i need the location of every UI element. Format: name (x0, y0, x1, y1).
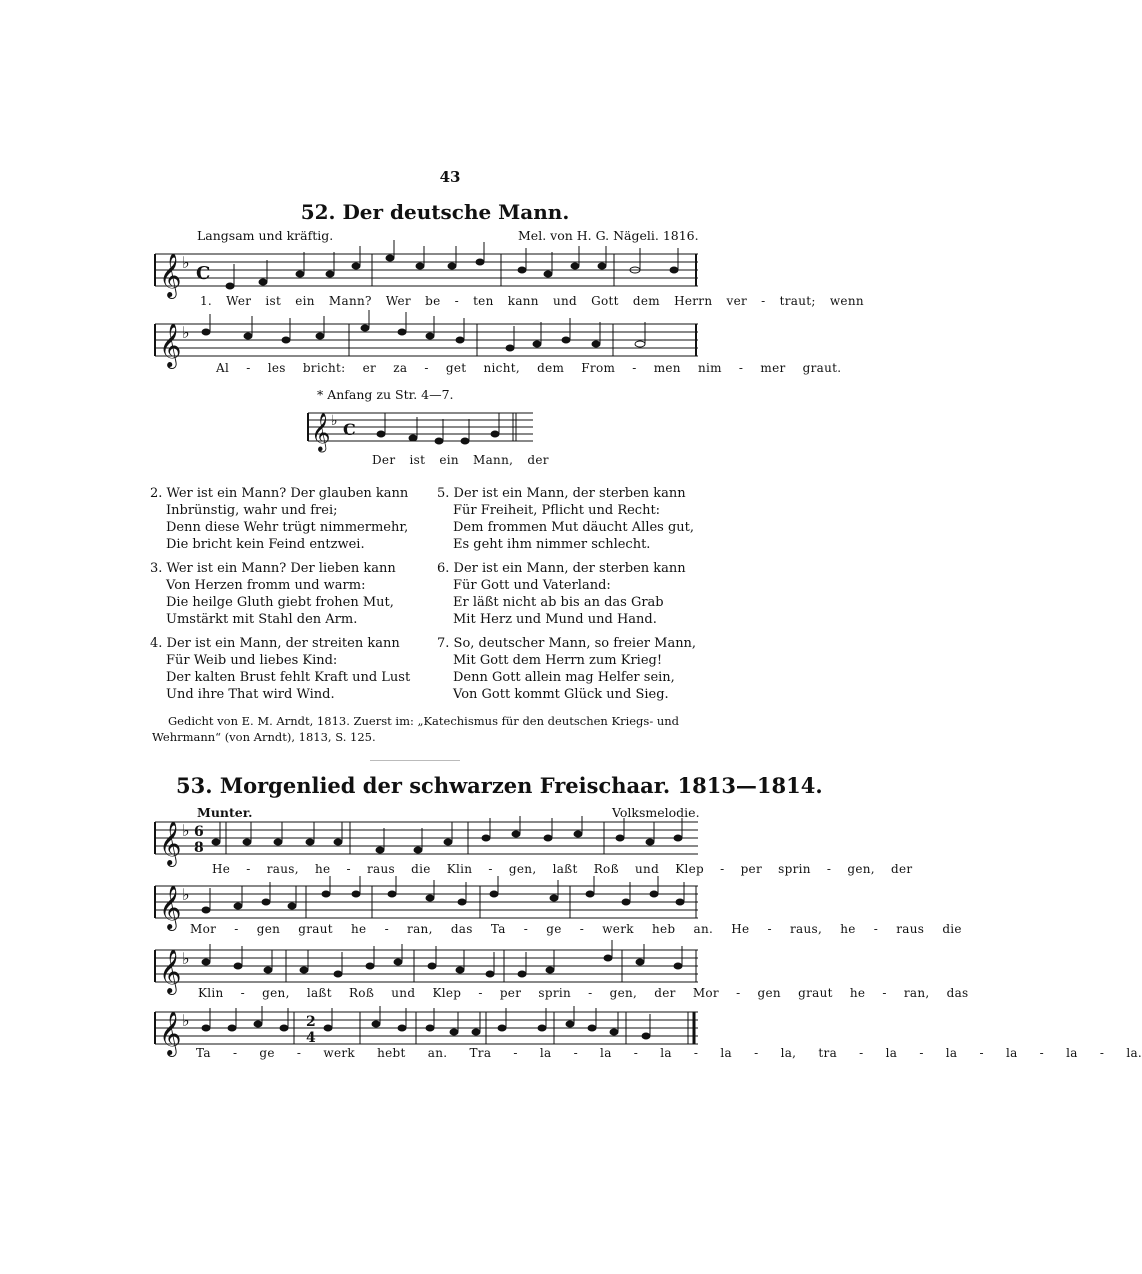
svg-text:♭: ♭ (182, 323, 190, 342)
svg-text:𝄞: 𝄞 (159, 1011, 182, 1055)
lyric: he - ran, (849, 986, 930, 1000)
lyric: laßt (306, 986, 332, 1000)
lyric: ist (409, 453, 426, 467)
stanza-line: Umstärkt mit Stahl den Arm. (166, 612, 358, 627)
stanza-line: 7. So, deutscher Mann, so freier Mann, (437, 636, 697, 651)
lyric: der (891, 862, 913, 876)
song-52-tempo: Langsam und kräftig. (197, 228, 334, 243)
song-52-variant-lyrics (372, 453, 549, 467)
song-53-lyrics-line-4 (196, 1046, 1142, 1060)
stanza-line: Mit Gott dem Herrn zum Krieg! (453, 653, 663, 668)
section-divider (370, 760, 460, 761)
lyric: ist (265, 294, 282, 308)
stanza-line: 5. Der ist ein Mann, der sterben kann (437, 486, 686, 501)
lyric: und (635, 862, 660, 876)
footnote-line: Wehrmann“ (von Arndt), 1813, S. 125. (152, 730, 376, 744)
lyric: Wer be (385, 294, 441, 308)
lyric: bricht: (302, 361, 346, 375)
lyric: Klep - per (432, 986, 522, 1000)
lyric: dem (537, 361, 565, 375)
stanza-line: Mit Herz und Mund und Hand. (453, 612, 657, 627)
stanza-line: 6. Der ist ein Mann, der sterben kann (437, 561, 686, 576)
lyric: die (411, 862, 431, 876)
svg-text:♭: ♭ (182, 821, 190, 840)
page-number: 43 (439, 168, 461, 186)
lyric: he - raus (840, 922, 925, 936)
stanza-line: Von Gott kommt Glück und Sieg. (453, 687, 669, 702)
song-53-melody-credit: Volksmelodie. (612, 805, 700, 820)
lyric: an. (693, 922, 714, 936)
lyric: - get (424, 361, 467, 375)
lyric: der (527, 453, 549, 467)
lyric: sprin - gen, (778, 862, 875, 876)
lyric: - les (246, 361, 286, 375)
stanza-line: Es geht ihm nimmer schlecht. (453, 537, 651, 552)
stanza-line: Denn diese Wehr trügt nimmermehr, (166, 520, 409, 535)
lyric: Ta - ge - werk (196, 1046, 355, 1060)
lyric: kann (507, 294, 539, 308)
stanza-line: Er läßt nicht ab bis an das Grab (453, 595, 664, 610)
song-52-title: 52. Der deutsche Mann. (300, 200, 570, 224)
stanza-line: Für Weib und liebes Kind: (166, 653, 338, 668)
lyric: Tra - la - la - la - la - la, (469, 1046, 797, 1060)
lyric: tra - la - la - la - la - la. (818, 1046, 1142, 1060)
svg-text:♭: ♭ (182, 885, 190, 904)
lyric: Klin - gen, (446, 862, 537, 876)
lyric: Klep - per (675, 862, 762, 876)
lyric: Gott (591, 294, 619, 308)
lyric: an. (427, 1046, 448, 1060)
stanza-line: Und ihre That wird Wind. (166, 687, 335, 702)
lyric: Mor - gen (190, 922, 281, 936)
song-52-lyrics-line-1 (200, 294, 864, 308)
stanza-line: Inbrünstig, wahr und frei; (166, 503, 338, 518)
svg-text:8: 8 (194, 840, 204, 856)
lyric: he - raus (314, 862, 395, 876)
lyric: nicht, (483, 361, 520, 375)
song-53-staff-1 (150, 816, 702, 866)
song-52-staff-2 (150, 316, 702, 366)
svg-text:♭: ♭ (182, 949, 190, 968)
lyric: Klin - gen, (198, 986, 290, 1000)
stanza-line: Für Freiheit, Pflicht und Recht: (453, 503, 661, 518)
footnote-line: Gedicht von E. M. Arndt, 1813. Zuerst im: „Katechismus für den deutschen Kriegs- und (168, 714, 680, 728)
lyric: hebt (377, 1046, 406, 1060)
lyric: dem (632, 294, 660, 308)
lyric: und (552, 294, 578, 308)
lyric: He - raus, (212, 862, 299, 876)
svg-text:C: C (343, 420, 356, 439)
song-53-lyrics-line-3 (198, 986, 969, 1000)
lyric: graut (298, 922, 333, 936)
song-52-footnote (152, 713, 708, 745)
lyric: die (942, 922, 962, 936)
svg-text:♭: ♭ (182, 253, 190, 272)
song-52-lyrics-line-2 (216, 361, 841, 375)
stanza-line: Die heilge Gluth giebt frohen Mut, (166, 595, 394, 610)
stanza-line: Von Herzen fromm und warm: (166, 578, 366, 593)
lyric: Herrn (674, 294, 713, 308)
stanza (437, 635, 707, 703)
svg-text:6: 6 (194, 824, 204, 840)
stanzas-left (150, 485, 420, 703)
lyric: ver - traut; (726, 294, 816, 308)
stanza (437, 485, 707, 553)
svg-text:𝄞: 𝄞 (159, 821, 182, 865)
stanza-line: 3. Wer ist ein Mann? Der lieben kann (150, 561, 396, 576)
svg-text:𝄞: 𝄞 (159, 885, 182, 929)
lyric: wenn (829, 294, 864, 308)
lyric: he - ran, (351, 922, 433, 936)
lyric: Ta - ge - werk (490, 922, 634, 936)
lyric: Roß (593, 862, 619, 876)
song-52-staff-1 (150, 246, 702, 296)
svg-text:♭: ♭ (182, 1011, 190, 1030)
lyric: - ten (454, 294, 494, 308)
lyric: ein Mann, (439, 453, 514, 467)
lyric: Der (372, 453, 396, 467)
svg-text:𝄞: 𝄞 (159, 323, 182, 367)
stanza-line: 2. Wer ist ein Mann? Der glauben kann (150, 486, 409, 501)
stanza-line: 4. Der ist ein Mann, der streiten kann (150, 636, 400, 651)
stanzas-right (437, 485, 707, 703)
lyric: 1. Wer (200, 294, 252, 308)
lyric: Mor - gen (692, 986, 781, 1000)
lyric: das (946, 986, 969, 1000)
lyric: laßt (552, 862, 578, 876)
stanza-line: Denn Gott allein mag Helfer sein, (453, 670, 675, 685)
svg-text:𝄞: 𝄞 (311, 412, 331, 451)
lyric: He - raus, (731, 922, 823, 936)
song-52-variant-label: * Anfang zu Str. 4—7. (317, 387, 454, 402)
svg-text:2: 2 (306, 1014, 316, 1030)
song-53-tempo: Munter. (197, 805, 253, 820)
svg-text:♭: ♭ (331, 413, 338, 429)
lyric: und (391, 986, 416, 1000)
stanza-line: Für Gott und Vaterland: (453, 578, 611, 593)
lyric: sprin - gen, (538, 986, 638, 1000)
stanza-line: Dem frommen Mut däucht Alles gut, (453, 520, 695, 535)
lyric: graut. (802, 361, 842, 375)
lyric: From - men (581, 361, 681, 375)
stanza (150, 635, 420, 703)
svg-text:C: C (196, 263, 211, 284)
svg-text:𝄞: 𝄞 (159, 949, 182, 993)
stanza (437, 560, 707, 628)
lyric: nim - mer (697, 361, 786, 375)
song-53-title: 53. Morgenlied der schwarzen Freischaar. 1813—1814. (176, 773, 823, 798)
lyric: Al (216, 361, 230, 375)
lyric: za (393, 361, 408, 375)
stanza-line: Die bricht kein Feind entzwei. (166, 537, 365, 552)
svg-text:𝄞: 𝄞 (159, 253, 182, 297)
song-53-lyrics-line-2 (190, 922, 962, 936)
lyric: das (450, 922, 473, 936)
song-52-melody-credit: Mel. von H. G. Nägeli. 1816. (518, 228, 699, 243)
lyric: ein Mann? (295, 294, 372, 308)
lyric: heb (651, 922, 676, 936)
song-53-lyrics-line-1 (212, 862, 912, 876)
lyric: er (362, 361, 377, 375)
stanza (150, 485, 420, 553)
song-52-variant-staff (305, 405, 537, 451)
svg-text:4: 4 (306, 1030, 316, 1046)
stanza (150, 560, 420, 628)
lyric: graut (798, 986, 833, 1000)
lyric: der (654, 986, 676, 1000)
stanza-line: Der kalten Brust fehlt Kraft und Lust (166, 670, 411, 685)
lyric: Roß (348, 986, 375, 1000)
